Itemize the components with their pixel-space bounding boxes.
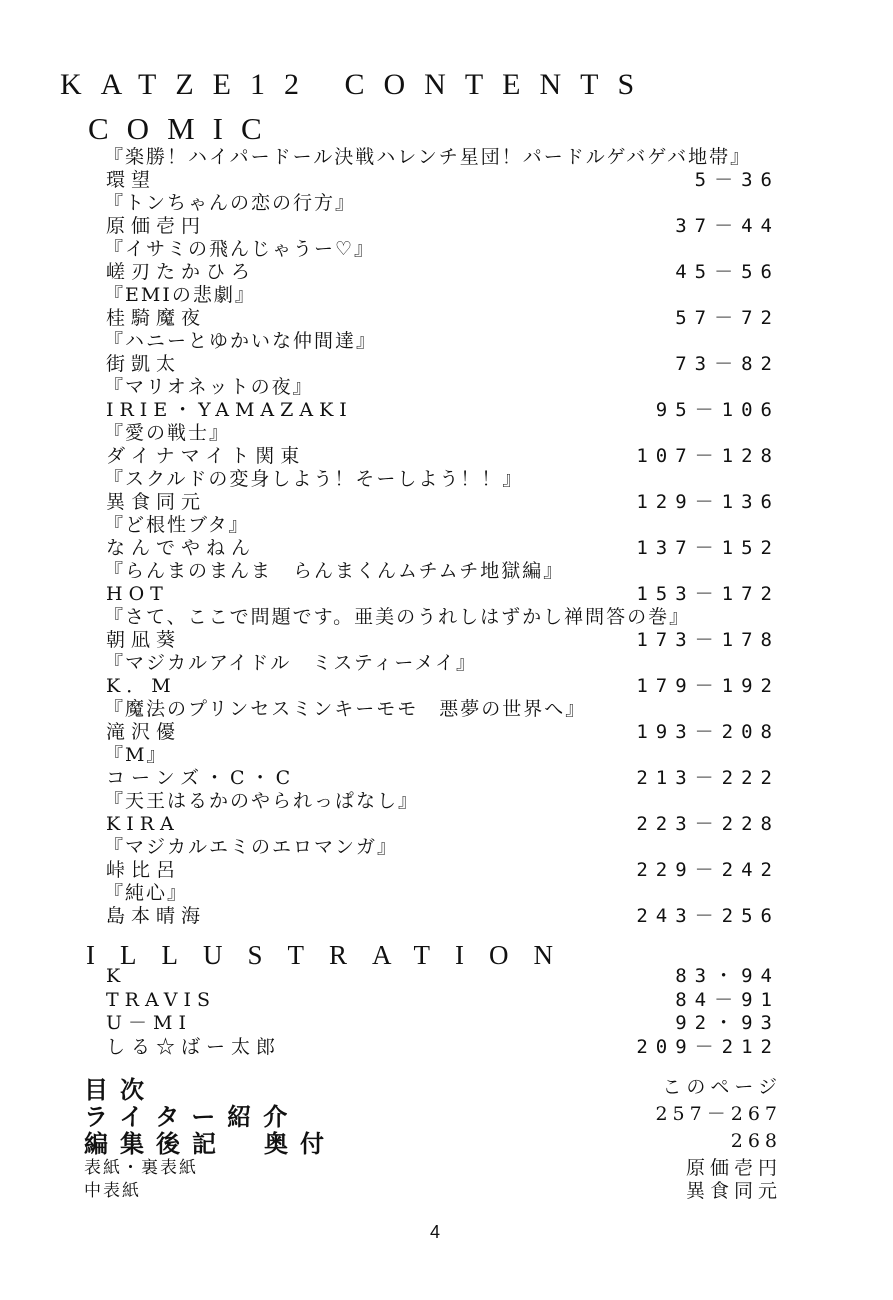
misc-label: 中表紙 <box>84 1181 141 1201</box>
illustrator-name: TRAVIS <box>106 988 216 1011</box>
comic-entry <box>0 192 893 238</box>
illustrator-name: U－MI <box>106 1012 192 1034</box>
misc-entry-inner-cover <box>0 1180 893 1203</box>
page-range: 57－72 <box>675 307 780 329</box>
author-name: ダイナマイト関東 <box>106 445 306 467</box>
page-range: 209－212 <box>636 1035 780 1058</box>
work-title: 『さて、ここで問題です。亜美のうれしはずかし禅問答の巻』 <box>104 606 691 628</box>
misc-label: 目次 <box>84 1076 156 1104</box>
work-title: 『楽勝！ハイパードール決戦ハレンチ星団！パードルゲバゲバ地帯』 <box>104 146 752 168</box>
misc-label: 表紙・裏表紙 <box>84 1158 198 1178</box>
author-name: 街凱太 <box>106 353 182 375</box>
misc-value: 257－267 <box>655 1103 782 1125</box>
comic-entry <box>0 376 893 422</box>
work-title: 『ど根性ブタ』 <box>104 514 250 536</box>
work-title: 『EMIの悲劇』 <box>104 284 256 306</box>
page-range: 243－256 <box>636 905 780 927</box>
work-title: 『ハニーとゆかいな仲間達』 <box>104 330 378 352</box>
comic-entry <box>0 238 893 284</box>
work-title: 『愛の戦士』 <box>104 422 231 444</box>
author-name: 峠比呂 <box>106 859 182 881</box>
illustration-entry <box>0 1012 893 1036</box>
comic-entry <box>0 744 893 790</box>
page-range: 173－178 <box>636 629 780 651</box>
comic-entry <box>0 330 893 376</box>
misc-entry-writers <box>0 1103 893 1130</box>
misc-label: ライター紹介 <box>84 1103 300 1131</box>
author-name: 環望 <box>106 169 157 191</box>
author-name: 異食同元 <box>106 491 207 513</box>
comic-entry-list <box>0 146 893 928</box>
misc-value: このページ <box>662 1076 782 1098</box>
page-range: 107－128 <box>636 445 780 467</box>
illustration-entry <box>0 965 893 989</box>
work-title: 『純心』 <box>104 882 189 904</box>
author-name: 原価壱円 <box>106 215 207 237</box>
page-range: 45－56 <box>675 261 780 283</box>
comic-entry <box>0 146 893 192</box>
misc-value: 268 <box>730 1130 782 1152</box>
page-range: 95－106 <box>655 399 780 421</box>
author-name: IRIE・YAMAZAKI <box>106 399 353 421</box>
page-range: 92・93 <box>675 1012 780 1034</box>
comic-entry <box>0 560 893 606</box>
page-range: 84－91 <box>675 988 780 1011</box>
work-title: 『トンちゃんの恋の行方』 <box>104 192 357 214</box>
work-title: 『スクルドの変身しよう！そーしよう！！』 <box>104 468 524 490</box>
comic-entry <box>0 284 893 330</box>
page-range: 153－172 <box>636 583 780 605</box>
page-range: 179－192 <box>636 675 780 697</box>
work-title: 『マジカルエミのエロマンガ』 <box>104 836 399 858</box>
illustration-entry <box>0 989 893 1013</box>
illustration-entry <box>0 1036 893 1060</box>
misc-label: 編集後記 奥付 <box>84 1130 336 1158</box>
author-name: 桂騎魔夜 <box>106 307 207 329</box>
work-title: 『M』 <box>104 744 168 766</box>
comic-section-heading: COMIC <box>88 111 280 146</box>
misc-value: 原価壱円 <box>685 1157 782 1179</box>
illustration-section-heading: ILLUSTRATION <box>86 940 578 970</box>
illustrator-name: K <box>106 965 127 987</box>
page-range: 193－208 <box>636 721 780 743</box>
comic-entry <box>0 652 893 698</box>
work-title: 『マジカルアイドル ミスティーメイ』 <box>104 652 478 674</box>
page-range: 129－136 <box>636 491 780 513</box>
comic-entry <box>0 882 893 928</box>
page-range: 137－152 <box>636 537 780 559</box>
author-name: K．M <box>106 675 177 697</box>
page-range: 229－242 <box>636 859 780 881</box>
author-name: コーンズ・C・C <box>106 767 297 789</box>
comic-entry <box>0 698 893 744</box>
page-range: 223－228 <box>636 813 780 835</box>
comic-entry <box>0 790 893 836</box>
author-name: HOT <box>106 583 169 605</box>
work-title: 『魔法のプリンセスミンキーモモ 悪夢の世界へ』 <box>104 698 587 720</box>
work-title: 『天王はるかのやられっぱなし』 <box>104 790 420 812</box>
page-number: 4 <box>429 1222 440 1242</box>
misc-entry-list <box>0 1076 893 1203</box>
work-title: 『イサミの飛んじゃうー♡』 <box>104 238 376 260</box>
page-range: 83・94 <box>675 965 780 987</box>
comic-entry <box>0 514 893 560</box>
work-title: 『マリオネットの夜』 <box>104 376 314 398</box>
author-name: KIRA <box>106 813 180 835</box>
comic-entry <box>0 468 893 514</box>
page-title: KATZE12 CONTENTS <box>60 68 654 101</box>
author-name: なんでやねん <box>106 537 257 559</box>
page-range: 213－222 <box>636 767 780 789</box>
author-name: 朝凪葵 <box>106 629 182 651</box>
comic-entry <box>0 606 893 652</box>
author-name: 島本晴海 <box>106 905 207 927</box>
comic-entry <box>0 836 893 882</box>
misc-entry-afterword <box>0 1130 893 1157</box>
author-name: 滝沢優 <box>106 721 182 743</box>
page-range: 73－82 <box>675 353 780 375</box>
misc-value: 異食同元 <box>685 1180 782 1202</box>
page-range: 37－44 <box>675 215 780 237</box>
author-name: 嵯刃たかひろ <box>106 261 257 283</box>
comic-entry <box>0 422 893 468</box>
work-title: 『らんまのまんま らんまくんムチムチ地獄編』 <box>104 560 565 582</box>
illustrator-name: しる☆ばー太郎 <box>106 1035 282 1058</box>
illustration-entry-list <box>0 965 893 1059</box>
misc-entry-cover <box>0 1157 893 1180</box>
misc-entry-toc <box>0 1076 893 1103</box>
page-range: 5－36 <box>694 169 780 191</box>
